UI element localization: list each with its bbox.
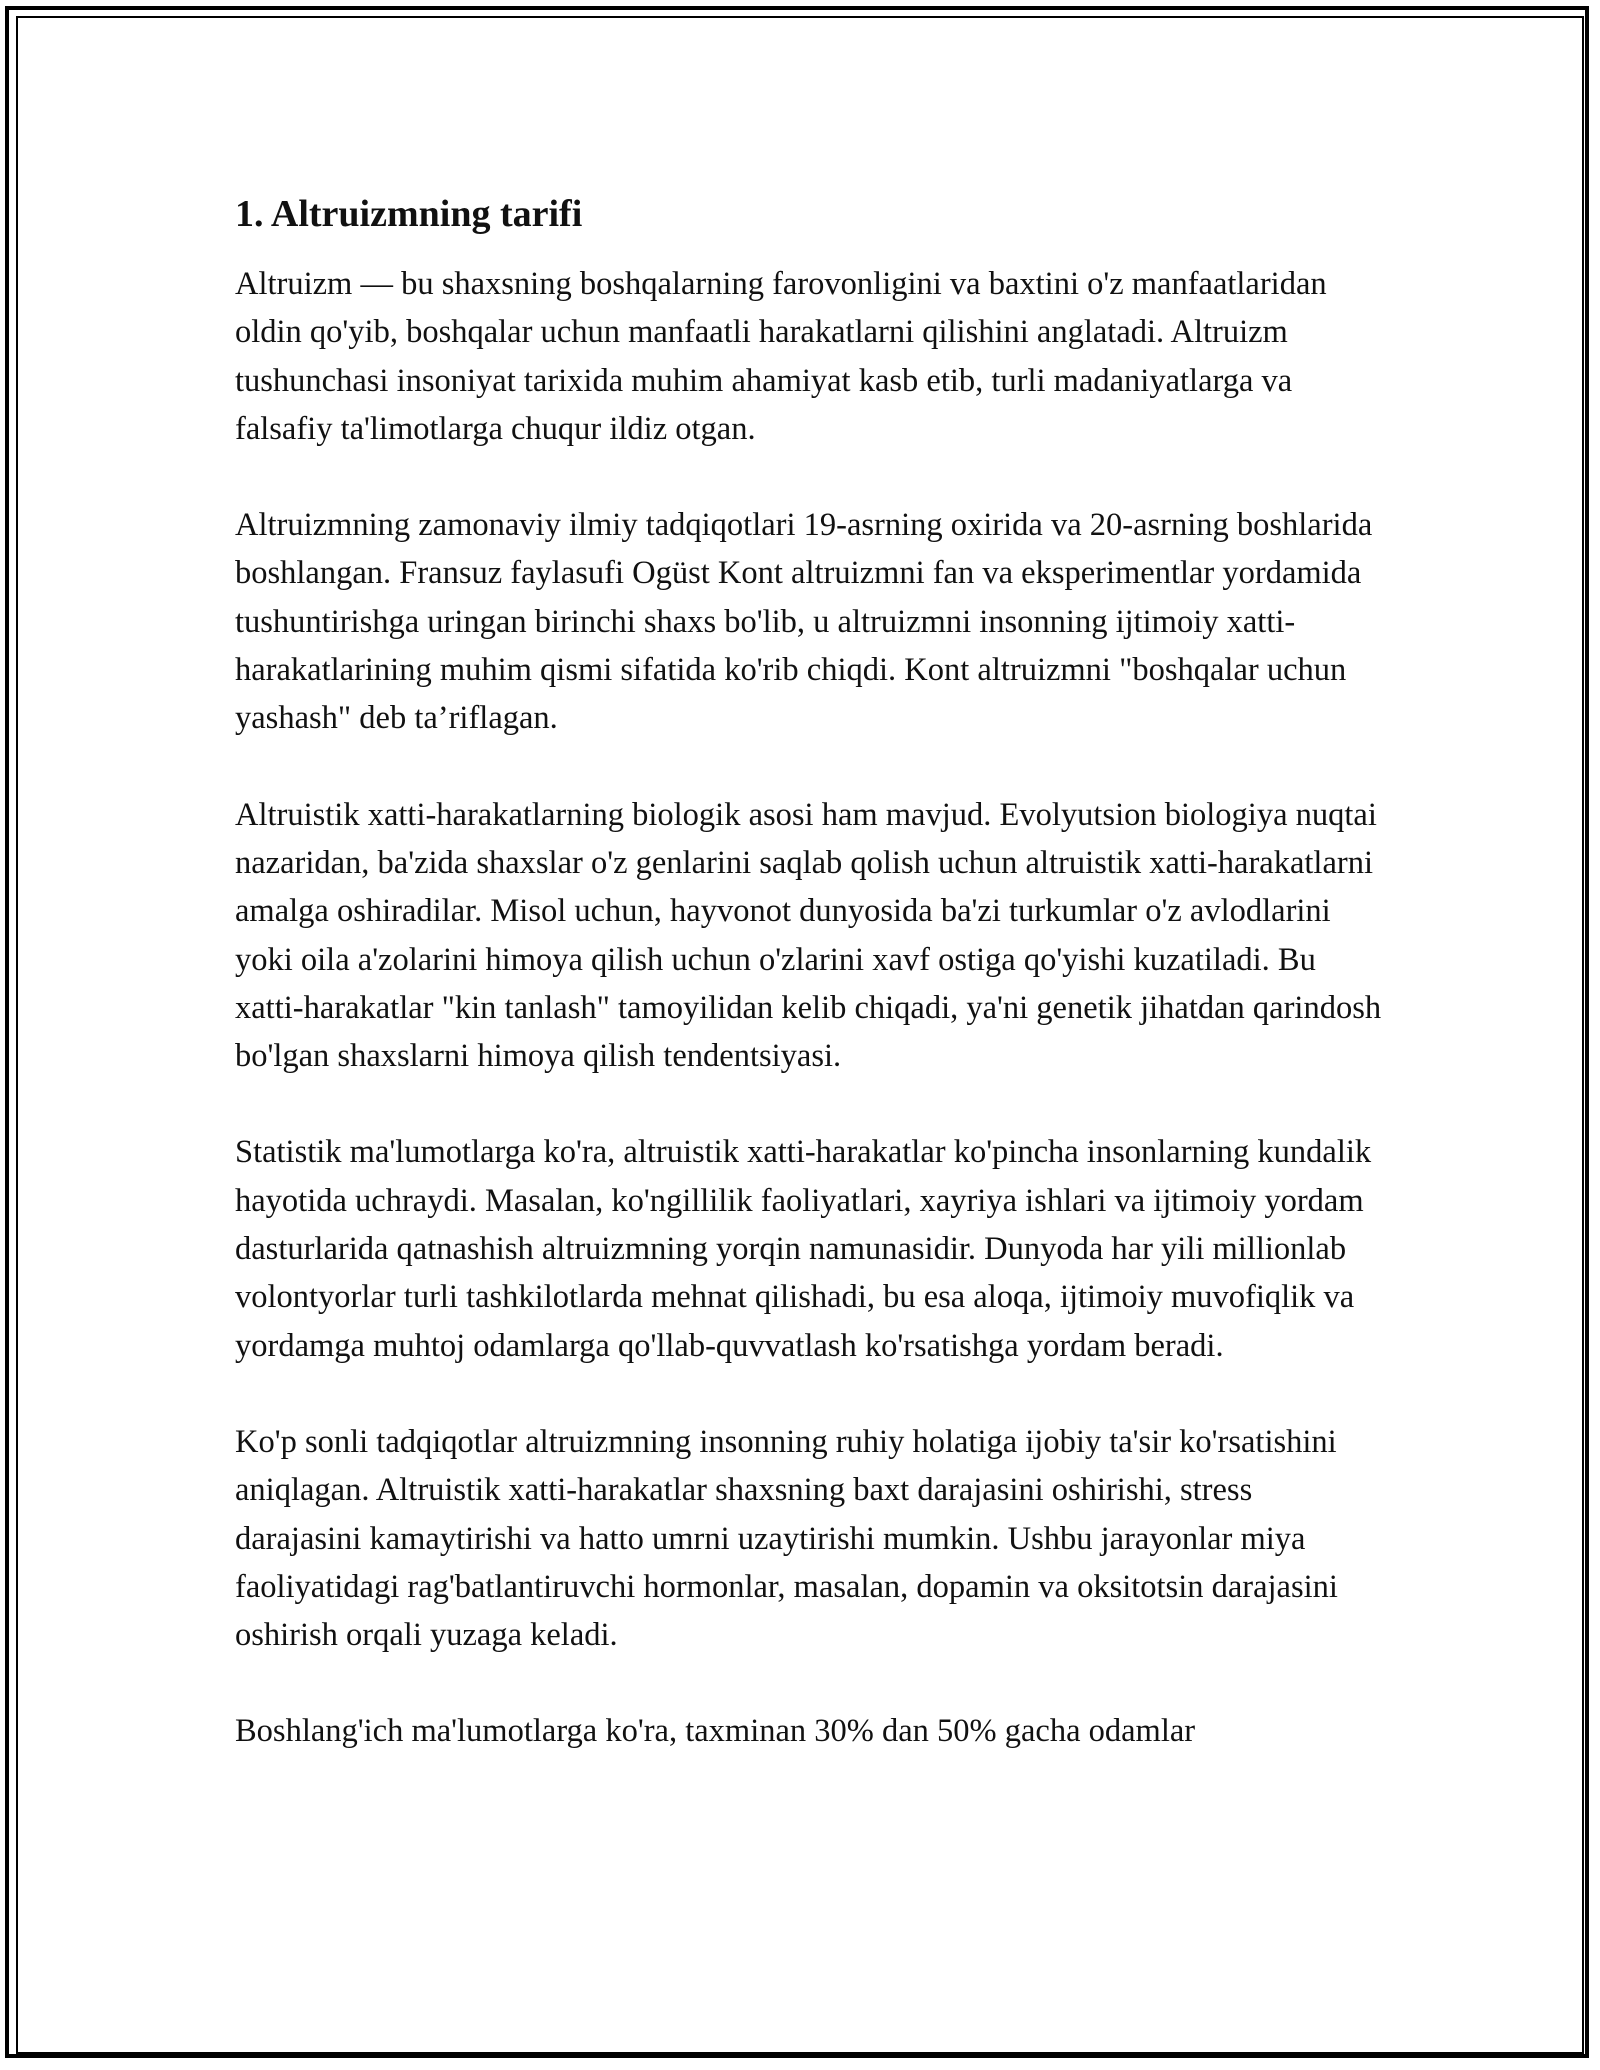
paragraph-wellbeing: Ko'p sonli tadqiqotlar altruizmning insonning ruhiy holatiga ijobiy ta'sir ko'rsatishini aniqlagan. Altruistik xatti-harakatlar shaxsning baxt darajasini oshirishi, stress darajasini kamaytirishi va hatto umrni uzaytirishi mumkin. Ushbu jarayonlar miya faoliyatidagi rag'batlantiruvchi hormonlar, masalan, dopamin va oksitotsin darajasini oshirish orqali yuzaga keladi. <box>235 1423 1338 1654</box>
paragraph-statistics: Statistik ma'lumotlarga ko'ra, altruistik xatti-harakatlar ko'pincha insonlarning kundalik hayotida uchraydi. Masalan, ko'ngillilik faoliyatlari, xayriya ishlari va ijtimoiy yordam dasturlarida qatnashish altruizmning yorqin namunasidir. Dunyoda har yili millionlab volontyorlar turli tashkilotlarda mehnat qilishadi, bu esa aloqa, ijtimoiy muvofiqlik va yordamga muhtoj odamlarga qo'llab-quvvatlash ko'rsatishga yordam beradi. <box>235 1134 1372 1364</box>
section-heading: 1. Altruizmning tarifi <box>235 193 583 235</box>
paragraph-definition: Altruizm — bu shaxsning boshqalarning farovonligini va baxtini o'z manfaatlaridan oldin qo'yib, boshqalar uchun manfaatli harakatlarni qilishini anglatadi. Altruizm tushunchasi insoniyat tarixida muhim ahamiyat kasb etib, turli madaniyatlarga va falsafiy ta'limotlarga chuqur ildiz otgan. <box>235 266 1327 447</box>
paragraph-biology: Altruistik xatti-harakatlarning biologik asosi ham mavjud. Evolyutsion biologiya nuqtai nazaridan, ba'zida shaxslar o'z genlarini saqlab qolish uchun altruistik xatti-harakatlarni amalga oshiradilar. Misol uchun, hayvonot dunyosida ba'zi turkumlar o'z avlodlarini yoki oila a'zolarini himoya qilish uchun o'zlarini xavf ostiga qo'yishi kuzatiladi. Bu xatti-harakatlar "kin tanlash" tamoyilidan kelib chiqadi, ya'ni genetik jihatdan qarindosh bo'lgan shaxslarni himoya qilish tendentsiyasi. <box>235 796 1382 1075</box>
document-body <box>235 190 1385 1756</box>
paragraph-preliminary-data: Boshlang'ich ma'lumotlarga ko'ra, taxminan 30% dan 50% gacha odamlar <box>235 1713 1196 1750</box>
paragraph-history: Altruizmning zamonaviy ilmiy tadqiqotlari 19-asrning oxirida va 20-asrning boshlarida boshlangan. Fransuz faylasufi Ogüst Kont altruizmni fan va eksperimentlar yordamida tushuntirishga uringan birinchi shaxs bo'lib, u altruizmni insonning ijtimoiy xatti-harakatlarining muhim qismi sifatida ko'rib chiqdi. Kont altruizmni "boshqalar uchun yashash" deb ta’riflagan. <box>235 507 1373 737</box>
